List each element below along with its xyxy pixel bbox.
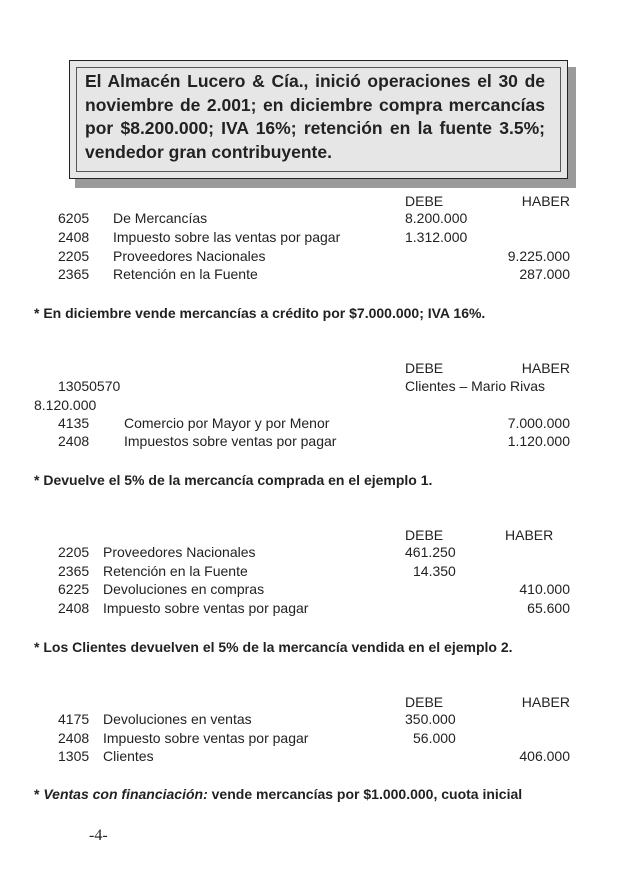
- note-purchase-return: * Devuelve el 5% de la mercancía comprada en el ejemplo 1.: [34, 472, 433, 488]
- entry1-account: Impuesto sobre las ventas por pagar: [113, 229, 341, 245]
- entry4-debe: 350.000: [405, 711, 456, 727]
- entry3-account: Devoluciones en compras: [103, 581, 265, 597]
- entry3-code: 2408: [58, 600, 90, 616]
- entry4-haber: 406.000: [519, 748, 570, 764]
- note-financing-title: Ventas con financiación:: [43, 786, 208, 802]
- entry3-code: 2205: [58, 544, 90, 560]
- entry2-haber: 7.000.000: [507, 415, 570, 431]
- note-financing: [34, 786, 522, 802]
- entry1-haber: 9.225.000: [507, 248, 570, 264]
- entry4-code: 1305: [58, 748, 90, 764]
- note-sale: * En diciembre vende mercancías a crédito por $7.000.000; IVA 16%.: [34, 305, 486, 321]
- entry2-haber: 1.120.000: [507, 433, 570, 449]
- entry4-account: Impuesto sobre ventas por pagar: [103, 730, 309, 746]
- entry1-debe: 1.312.000: [405, 229, 468, 245]
- entry2-debe-header: DEBE: [405, 360, 444, 376]
- entry3-debe: 461.250: [405, 544, 456, 560]
- entry3-debe-header: DEBE: [405, 527, 444, 543]
- entry3-account: Impuesto sobre ventas por pagar: [103, 600, 309, 616]
- entry3-haber-header: HABER: [505, 527, 554, 543]
- intro-box: [69, 60, 568, 179]
- entry1-code: 2365: [58, 266, 90, 282]
- entry1-debe: 8.200.000: [405, 210, 468, 226]
- entry1-code: 2205: [58, 248, 90, 264]
- entry2-debe: 8.120.000: [34, 397, 97, 413]
- entry1-debe-header: DEBE: [405, 193, 444, 209]
- entry2-account: Comercio por Mayor y por Menor: [124, 415, 330, 431]
- entry1-code: 2408: [58, 229, 90, 245]
- entry4-account: Clientes: [103, 748, 154, 764]
- page-number: -4-: [89, 827, 108, 844]
- entry1-account: De Mercancías: [113, 210, 208, 226]
- note-financing-prefix: *: [34, 786, 44, 802]
- entry1-code: 6205: [58, 210, 90, 226]
- entry1-haber: 287.000: [519, 266, 570, 282]
- entry2-account: Clientes – Mario Rivas: [405, 378, 546, 394]
- entry4-haber-header: HABER: [521, 694, 570, 710]
- entry1-account: Proveedores Nacionales: [113, 248, 266, 264]
- entry4-debe-header: DEBE: [405, 694, 444, 710]
- entry3-haber: 410.000: [519, 581, 570, 597]
- entry3-account: Retención en la Fuente: [103, 563, 248, 579]
- entry1-haber-header: HABER: [521, 193, 570, 209]
- entry4-code: 2408: [58, 730, 90, 746]
- entry4-account: Devoluciones en ventas: [103, 711, 252, 727]
- intro-text: El Almacén Lucero & Cía., inició operaciones el 30 de noviembre de 2.001; en diciembre compra mercancías por $8.200.000; IVA 16%; retención en la fuente 3.5%; vendedor gran contribuyente.: [85, 71, 545, 162]
- note-sales-return: * Los Clientes devuelven el 5% de la mercancía vendida en el ejemplo 2.: [34, 639, 513, 655]
- entry4-debe: 56.000: [413, 730, 456, 746]
- entry3-haber: 65.600: [527, 600, 570, 616]
- entry2-code: 2408: [58, 433, 90, 449]
- entry1-account: Retención en la Fuente: [113, 266, 258, 282]
- entry3-code: 6225: [58, 581, 90, 597]
- entry4-code: 4175: [58, 711, 90, 727]
- entry2-code: 4135: [58, 415, 90, 431]
- entry3-debe: 14.350: [413, 563, 456, 579]
- entry3-account: Proveedores Nacionales: [103, 544, 256, 560]
- entry2-code: 13050570: [58, 378, 121, 394]
- entry2-account: Impuestos sobre ventas por pagar: [124, 433, 337, 449]
- entry3-code: 2365: [58, 563, 90, 579]
- note-financing-text: vende mercancías por $1.000.000, cuota inicial: [207, 786, 523, 802]
- entry2-haber-header: HABER: [521, 360, 570, 376]
